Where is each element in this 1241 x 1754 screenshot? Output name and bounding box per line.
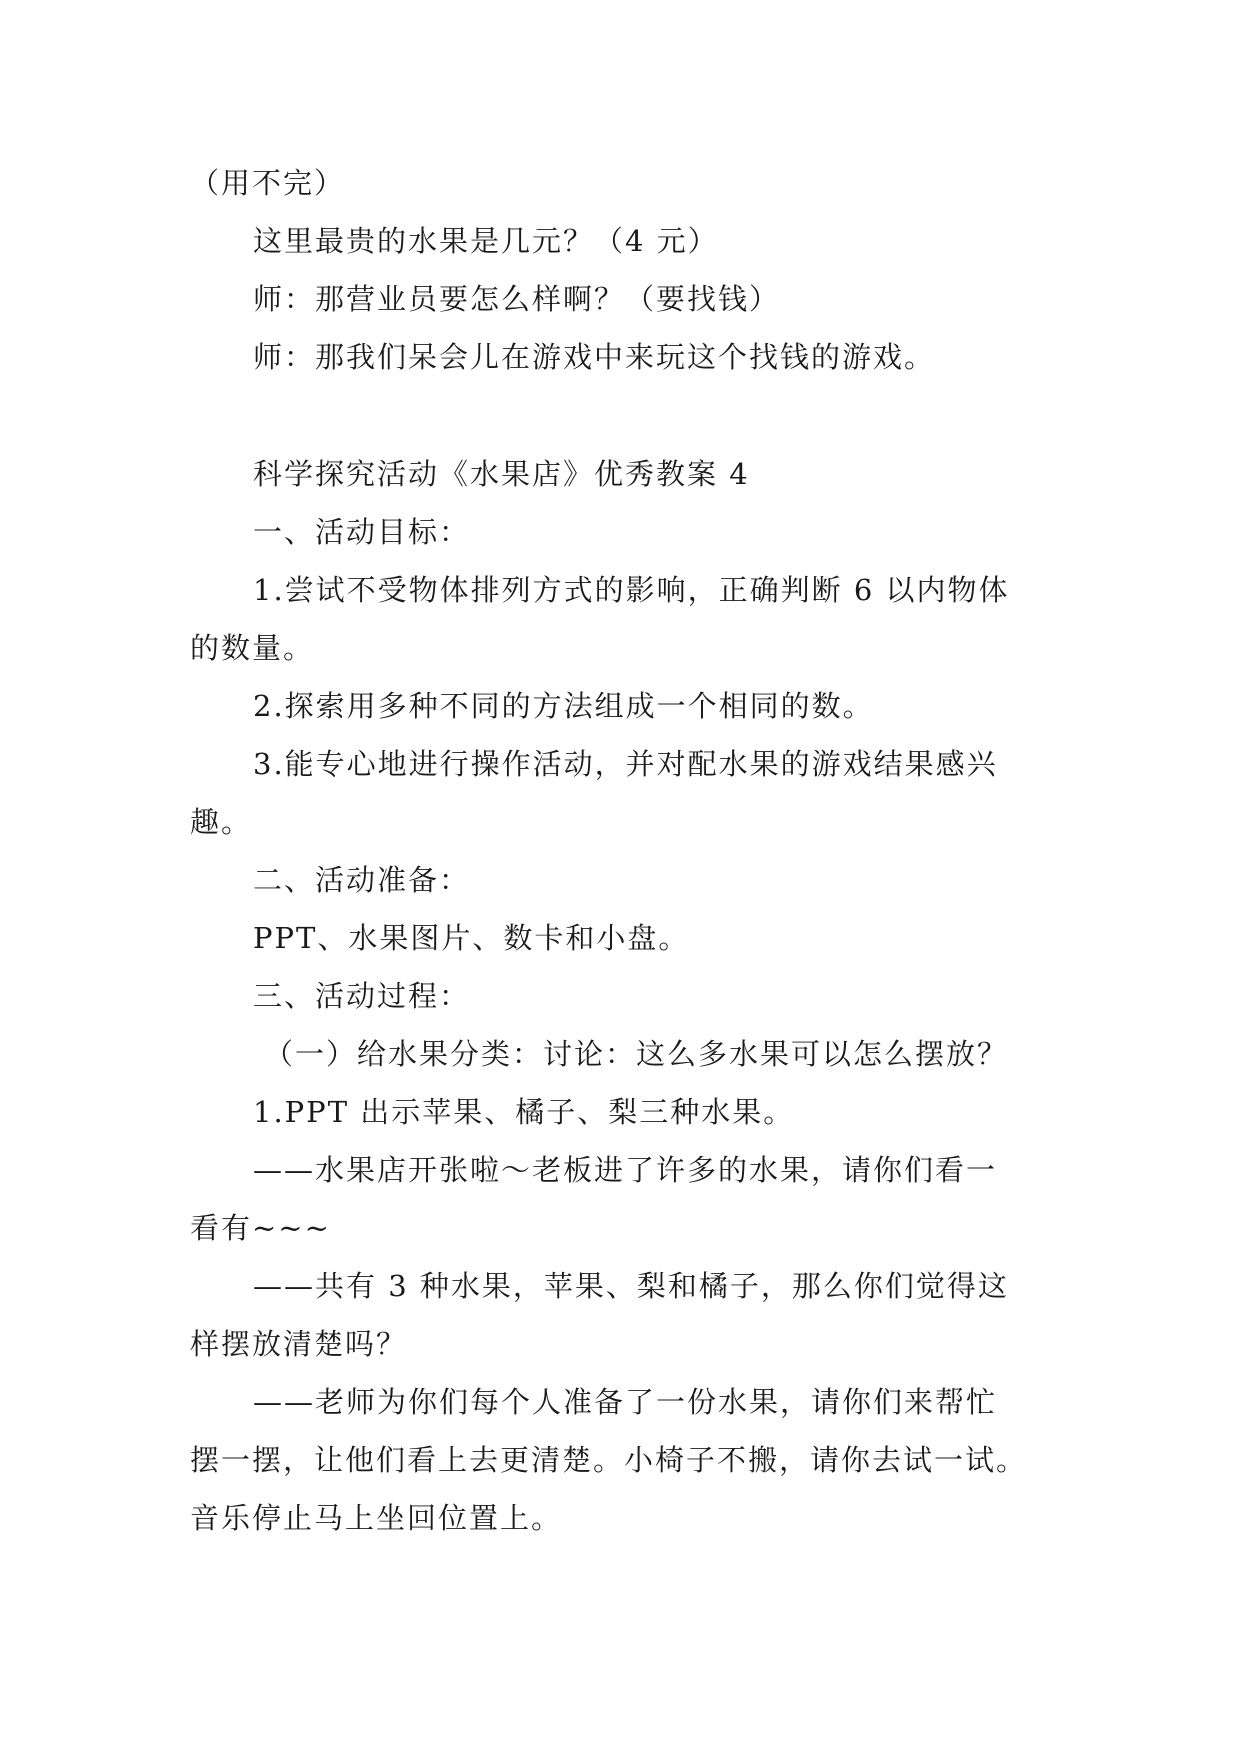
- text-line: 1.尝试不受物体排列方式的影响，正确判断 6 以内物体: [253, 573, 1010, 607]
- text-line: 摆一摆，让他们看上去更清楚。小椅子不搬，请你去试一试。: [190, 1443, 1028, 1477]
- text-line: 趣。: [190, 805, 253, 839]
- text-line: 师：那我们呆会儿在游戏中来玩这个找钱的游戏。: [253, 340, 936, 374]
- heading-objectives: 一、活动目标：: [253, 515, 471, 549]
- text-line: 音乐停止马上坐回位置上。: [190, 1501, 563, 1535]
- text-line: 1.PPT 出示苹果、橘子、梨三种水果。: [253, 1095, 795, 1129]
- heading-process: 三、活动过程：: [253, 979, 471, 1013]
- text-line: ——水果店开张啦～老板进了许多的水果，请你们看一: [253, 1153, 998, 1187]
- text-line: 样摆放清楚吗？: [190, 1327, 408, 1361]
- heading-preparation: 二、活动准备：: [253, 863, 471, 897]
- text-line: 3.能专心地进行操作活动，并对配水果的游戏结果感兴: [253, 747, 998, 781]
- text-line: ——共有 3 种水果，苹果、梨和橘子，那么你们觉得这: [253, 1269, 1009, 1303]
- text-line: 的数量。: [190, 631, 315, 665]
- text-line: （用不完）: [190, 166, 346, 200]
- text-line: PPT、水果图片、数卡和小盘。: [253, 921, 690, 955]
- text-line: ——老师为你们每个人准备了一份水果，请你们来帮忙: [253, 1385, 998, 1419]
- section-title: 科学探究活动《水果店》优秀教案 4: [253, 457, 750, 491]
- text-line: 师：那营业员要怎么样啊？（要找钱）: [253, 282, 781, 316]
- text-line: 看有~~~: [190, 1211, 331, 1245]
- text-line: 2.探索用多种不同的方法组成一个相同的数。: [253, 689, 874, 723]
- text-line: （一）给水果分类：讨论：这么多水果可以怎么摆放？: [264, 1037, 1009, 1071]
- text-line: 这里最贵的水果是几元？（4 元）: [253, 224, 719, 258]
